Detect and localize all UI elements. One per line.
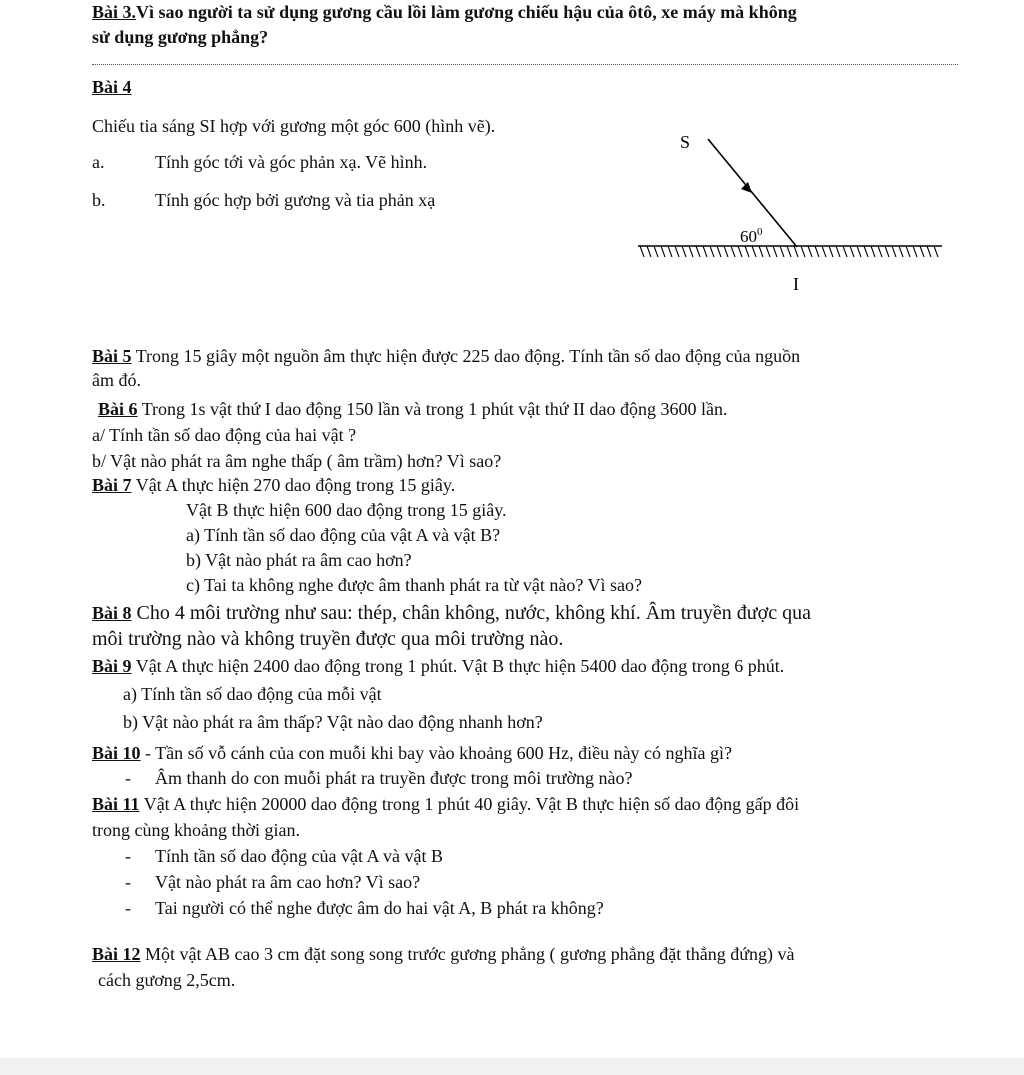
b8-line1 [92,601,811,625]
b11-line2: trong cùng khoảng thời gian. [92,820,300,840]
mirror-hatch-mark [703,246,707,257]
mirror-hatch-mark [731,246,735,257]
mirror-hatch-mark [801,246,805,257]
mirror-hatch-mark [906,246,910,257]
b11-text: Vật A thực hiện 20000 dao động trong 1 phút 40 giây. Vật B thực hiện số dao động gấp đôi [139,794,800,814]
b11-item-2: Vật nào phát ra âm cao hơn? Vì sao? [155,872,421,892]
fig-label-i: I [793,274,799,294]
b5-label: Bài 5 [92,346,132,366]
b9-label: Bài 9 [92,656,132,676]
mirror-hatch-mark [829,246,833,257]
page-bottom-band [0,1058,1024,1075]
mirror-hatch-mark [794,246,798,257]
b12-line1 [92,943,795,965]
mirror-hatch-mark [815,246,819,257]
mirror-hatch-mark [885,246,889,257]
b7-label: Bài 7 [92,475,132,495]
b4-b-text: Tính góc hợp bởi gương và tia phản xạ [155,190,436,210]
mirror-hatch-mark [836,246,840,257]
mirror-hatch-mark [668,246,672,257]
mirror-hatch-mark [878,246,882,257]
mirror-hatch-mark [871,246,875,257]
mirror-hatch-mark [647,246,651,257]
mirror-hatch-mark [738,246,742,257]
mirror-hatching [640,246,938,257]
mirror-hatch-mark [850,246,854,257]
b5-text: Trong 15 giây một nguồn âm thực hiện được 225 dao động. Tính tần số dao động của nguồn [131,346,801,366]
mirror-hatch-mark [927,246,931,257]
b6-b: b/ Vật nào phát ra âm nghe thấp ( âm trầm) hơn? Vì sao? [92,451,502,471]
mirror-hatch-mark [913,246,917,257]
b10-text: - Tần số vỗ cánh của con muỗi khi bay vào khoảng 600 Hz, điều này có nghĩa gì? [140,743,733,763]
b11-item-3: Tai người có thể nghe được âm do hai vật A, B phát ra không? [155,898,604,918]
answer-dotted-line [92,64,958,65]
mirror-hatch-mark [766,246,770,257]
b6-line1 [98,398,727,420]
b7-c: c) Tai ta không nghe được âm thanh phát ra từ vật nào? Vì sao? [186,575,642,595]
b7-line2: Vật B thực hiện 600 dao động trong 15 giây. [186,500,507,520]
b8-label: Bài 8 [92,603,132,623]
b7-line1 [92,474,455,496]
b5-line1 [92,345,800,367]
mirror-hatch-mark [675,246,679,257]
mirror-hatch-mark [689,246,693,257]
mirror-hatch-mark [752,246,756,257]
b12-text: Một vật AB cao 3 cm đặt song song trước gương phẳng ( gương phẳng đặt thẳng đứng) và [140,944,795,964]
b11-dash-1: - [125,846,131,866]
mirror-hatch-mark [843,246,847,257]
mirror-hatch-mark [787,246,791,257]
b10-dash: - [125,768,131,788]
b3-text: Vì sao người ta sử dụng gương cầu lồi làm gương chiếu hậu của ôtô, xe máy mà không [136,2,797,22]
b4-b-marker: b. [92,190,106,210]
mirror-hatch-mark [640,246,644,257]
b4-label: Bài 4 [92,77,132,97]
b3-line1 [92,1,797,23]
b9-line1 [92,655,784,677]
mirror-hatch-mark [717,246,721,257]
b6-label: Bài 6 [98,399,138,419]
b7-b: b) Vật nào phát ra âm cao hơn? [186,550,412,570]
fig-label-s: S [680,132,691,152]
b10-line1 [92,742,732,764]
b11-line1 [92,793,799,815]
mirror-hatch-mark [934,246,938,257]
b9-b: b) Vật nào phát ra âm thấp? Vật nào dao động nhanh hơn? [123,712,543,732]
mirror-hatch-mark [745,246,749,257]
mirror-hatch-mark [899,246,903,257]
mirror-hatch-mark [710,246,714,257]
b4-a-marker: a. [92,152,105,172]
b11-item-1: Tính tần số dao động của vật A và vật B [155,846,443,866]
mirror-hatch-mark [892,246,896,257]
b9-a: a) Tính tần số dao động của mỗi vật [123,684,382,704]
b4-a-text: Tính góc tới và góc phản xạ. Vẽ hình. [155,152,428,172]
b11-label: Bài 11 [92,794,140,814]
mirror-hatch-mark [864,246,868,257]
b12-label: Bài 12 [92,944,141,964]
mirror-hatch-mark [696,246,700,257]
b11-dash-2: - [125,872,131,892]
b6-text: Trong 1s vật thứ I dao động 150 lần và trong 1 phút vật thứ II dao động 3600 lần. [137,399,728,419]
mirror-hatch-mark [780,246,784,257]
mirror-hatch-mark [920,246,924,257]
b11-dash-3: - [125,898,131,918]
mirror-hatch-mark [682,246,686,257]
fig-angle-label: $60^0$ [740,226,763,246]
mirror-figure [630,120,960,300]
mirror-hatch-mark [661,246,665,257]
mirror-hatch-mark [654,246,658,257]
mirror-hatch-mark [773,246,777,257]
b3-line2: sử dụng gương phẳng? [92,27,269,47]
b8-text: Cho 4 môi trường như sau: thép, chân không, nước, không khí. Âm truyền được qua [131,602,811,624]
mirror-hatch-mark [808,246,812,257]
b12-line2: cách gương 2,5cm. [98,970,236,990]
mirror-hatch-mark [822,246,826,257]
mirror-hatch-mark [759,246,763,257]
b8-line2: môi trường nào và không truyền được qua môi trường nào. [92,628,564,650]
b9-text: Vật A thực hiện 2400 dao động trong 1 phút. Vật B thực hiện 5400 dao động trong 6 phút. [131,656,785,676]
b10-line2: Âm thanh do con muỗi phát ra truyền được trong môi trường nào? [155,768,633,788]
b5-line2: âm đó. [92,370,141,390]
b4-text: Chiếu tia sáng SI hợp với gương một góc 600 (hình vẽ). [92,116,496,136]
b7-text: Vật A thực hiện 270 dao động trong 15 giây. [131,475,456,495]
ray-arrowhead [741,182,752,193]
mirror-hatch-mark [724,246,728,257]
b7-a: a) Tính tần số dao động của vật A và vật B? [186,525,501,545]
b6-a: a/ Tính tần số dao động của hai vật ? [92,425,357,445]
mirror-hatch-mark [857,246,861,257]
b3-label: Bài 3. [92,2,137,22]
b10-label: Bài 10 [92,743,141,763]
